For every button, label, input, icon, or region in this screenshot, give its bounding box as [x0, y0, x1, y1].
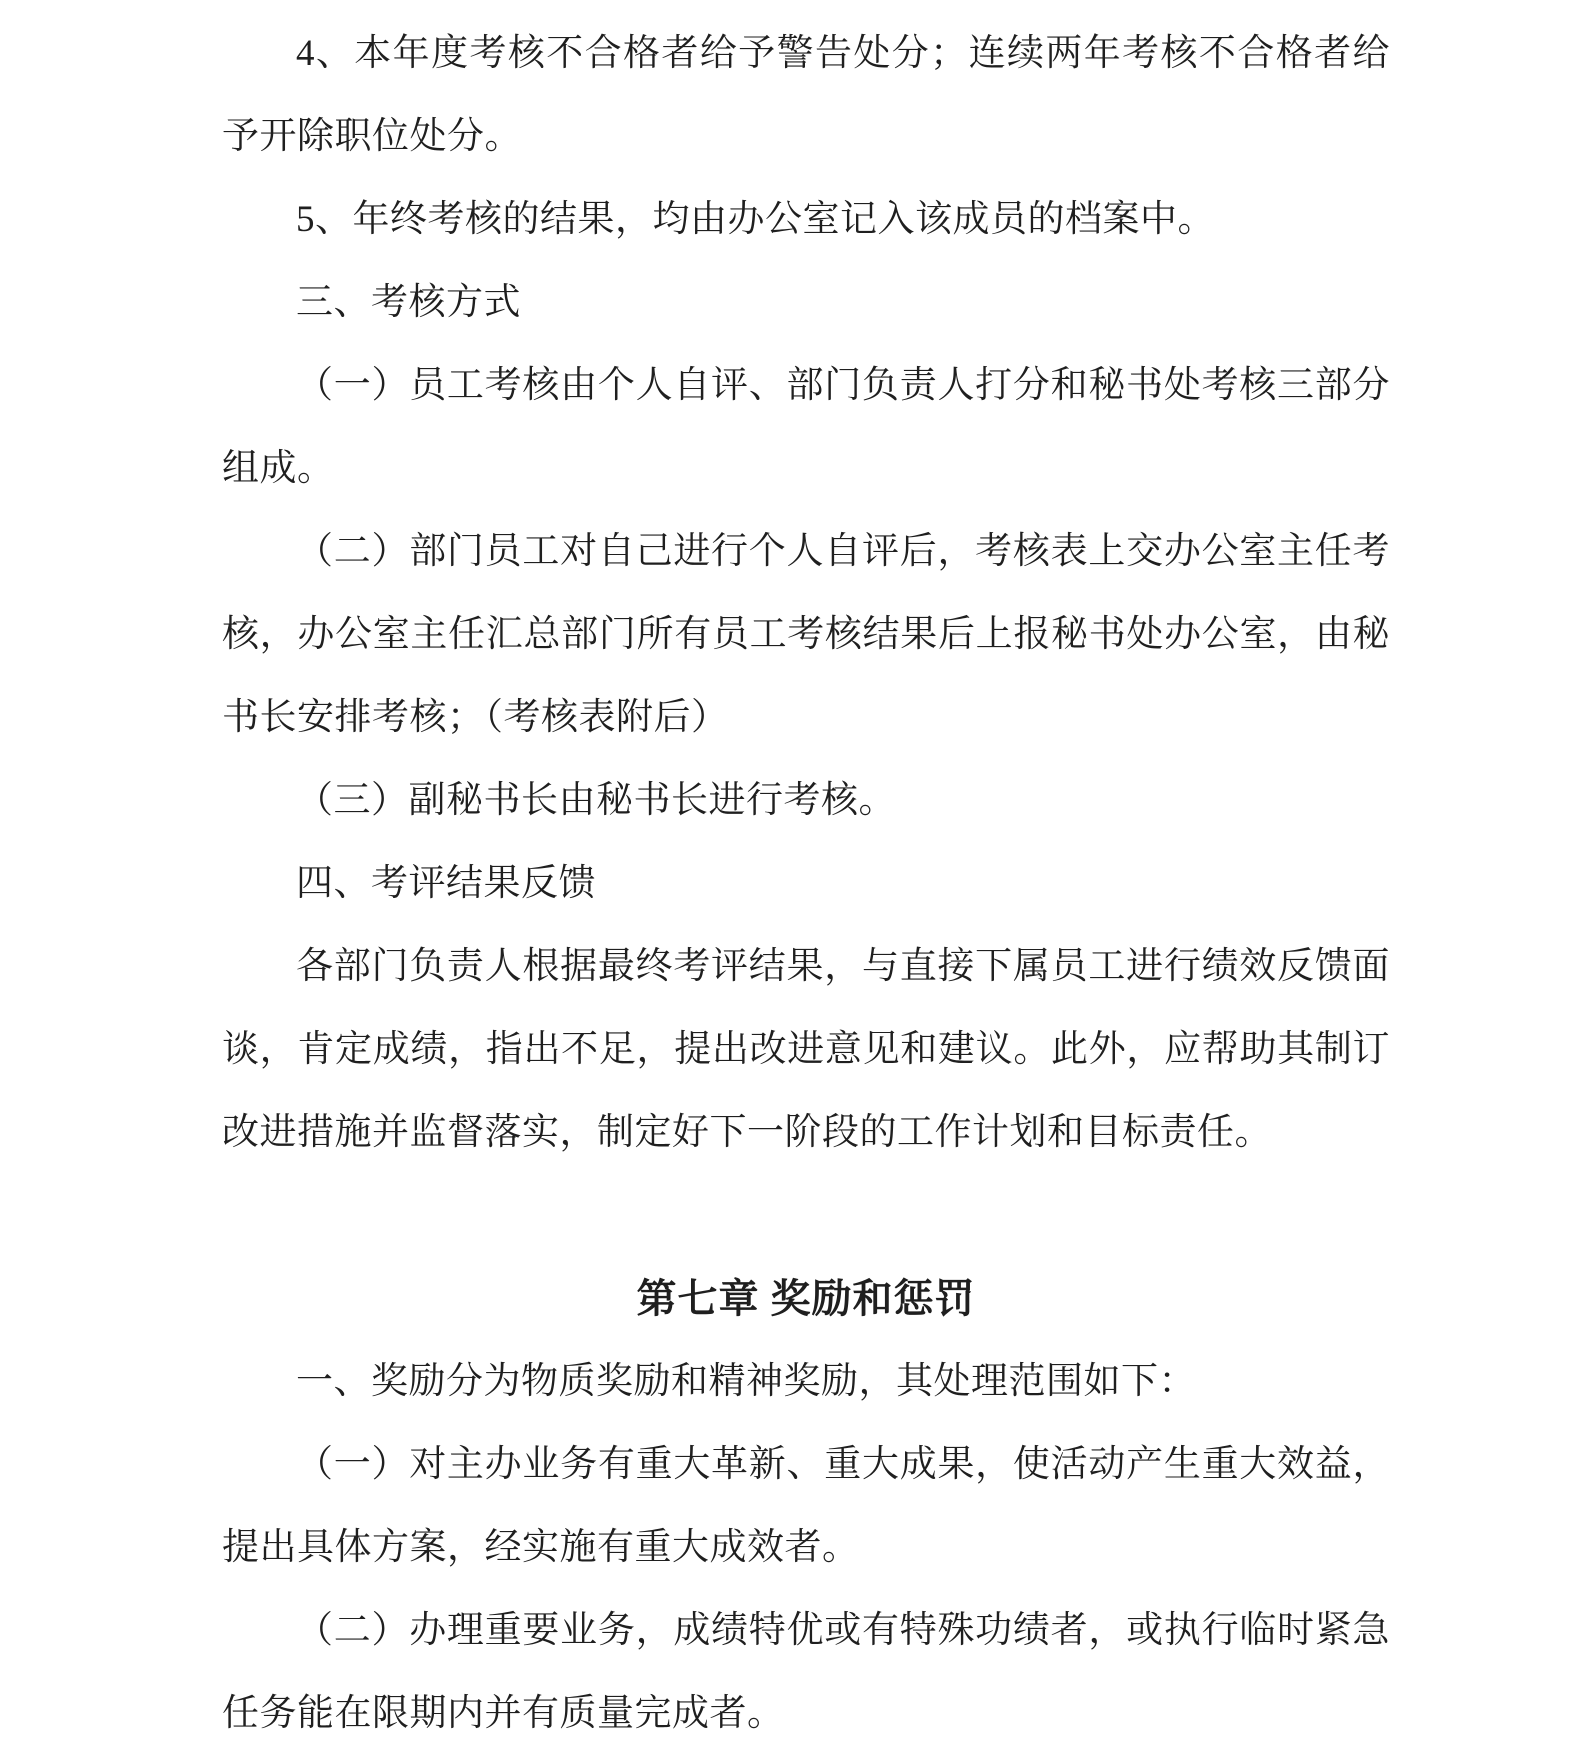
body-paragraph: （三）副秘书长由秘书长进行考核。 [296, 780, 896, 821]
body-paragraph: 4、本年度考核不合格者给予警告处分；连续两年考核不合格者给予开除职位处分。 [222, 33, 1390, 157]
body-paragraph: （一）员工考核由个人自评、部门负责人打分和秘书处考核三部分组成。 [222, 365, 1390, 489]
body-paragraph: 四、考评结果反馈 [296, 863, 596, 904]
document-body [222, 12, 1390, 1755]
body-paragraph: 三、考核方式 [296, 282, 521, 323]
body-paragraph: 各部门负责人根据最终考评结果，与直接下属员工进行绩效反馈面谈，肯定成绩，指出不足，提出改进意见和建议。此外，应帮助其制订改进措施并监督落实，制定好下一阶段的工作计划和目标责任。 [222, 946, 1390, 1153]
body-paragraph: 5、年终考核的结果，均由办公室记入该成员的档案中。 [296, 199, 1215, 240]
body-paragraph: 一、奖励分为物质奖励和精神奖励，其处理范围如下： [296, 1361, 1196, 1402]
body-paragraph: （二）办理重要业务，成绩特优或有特殊功绩者，或执行临时紧急任务能在限期内并有质量完成者。 [222, 1610, 1390, 1734]
body-paragraph: （一）对主办业务有重大革新、重大成果，使活动产生重大效益，提出具体方案，经实施有重大成效者。 [222, 1444, 1390, 1568]
body-paragraph: （二）部门员工对自己进行个人自评后，考核表上交办公室主任考核，办公室主任汇总部门所有员工考核结果后上报秘书处办公室，由秘书长安排考核；（考核表附后） [222, 531, 1390, 738]
chapter-heading: 第七章 奖励和惩罚 [636, 1276, 976, 1321]
